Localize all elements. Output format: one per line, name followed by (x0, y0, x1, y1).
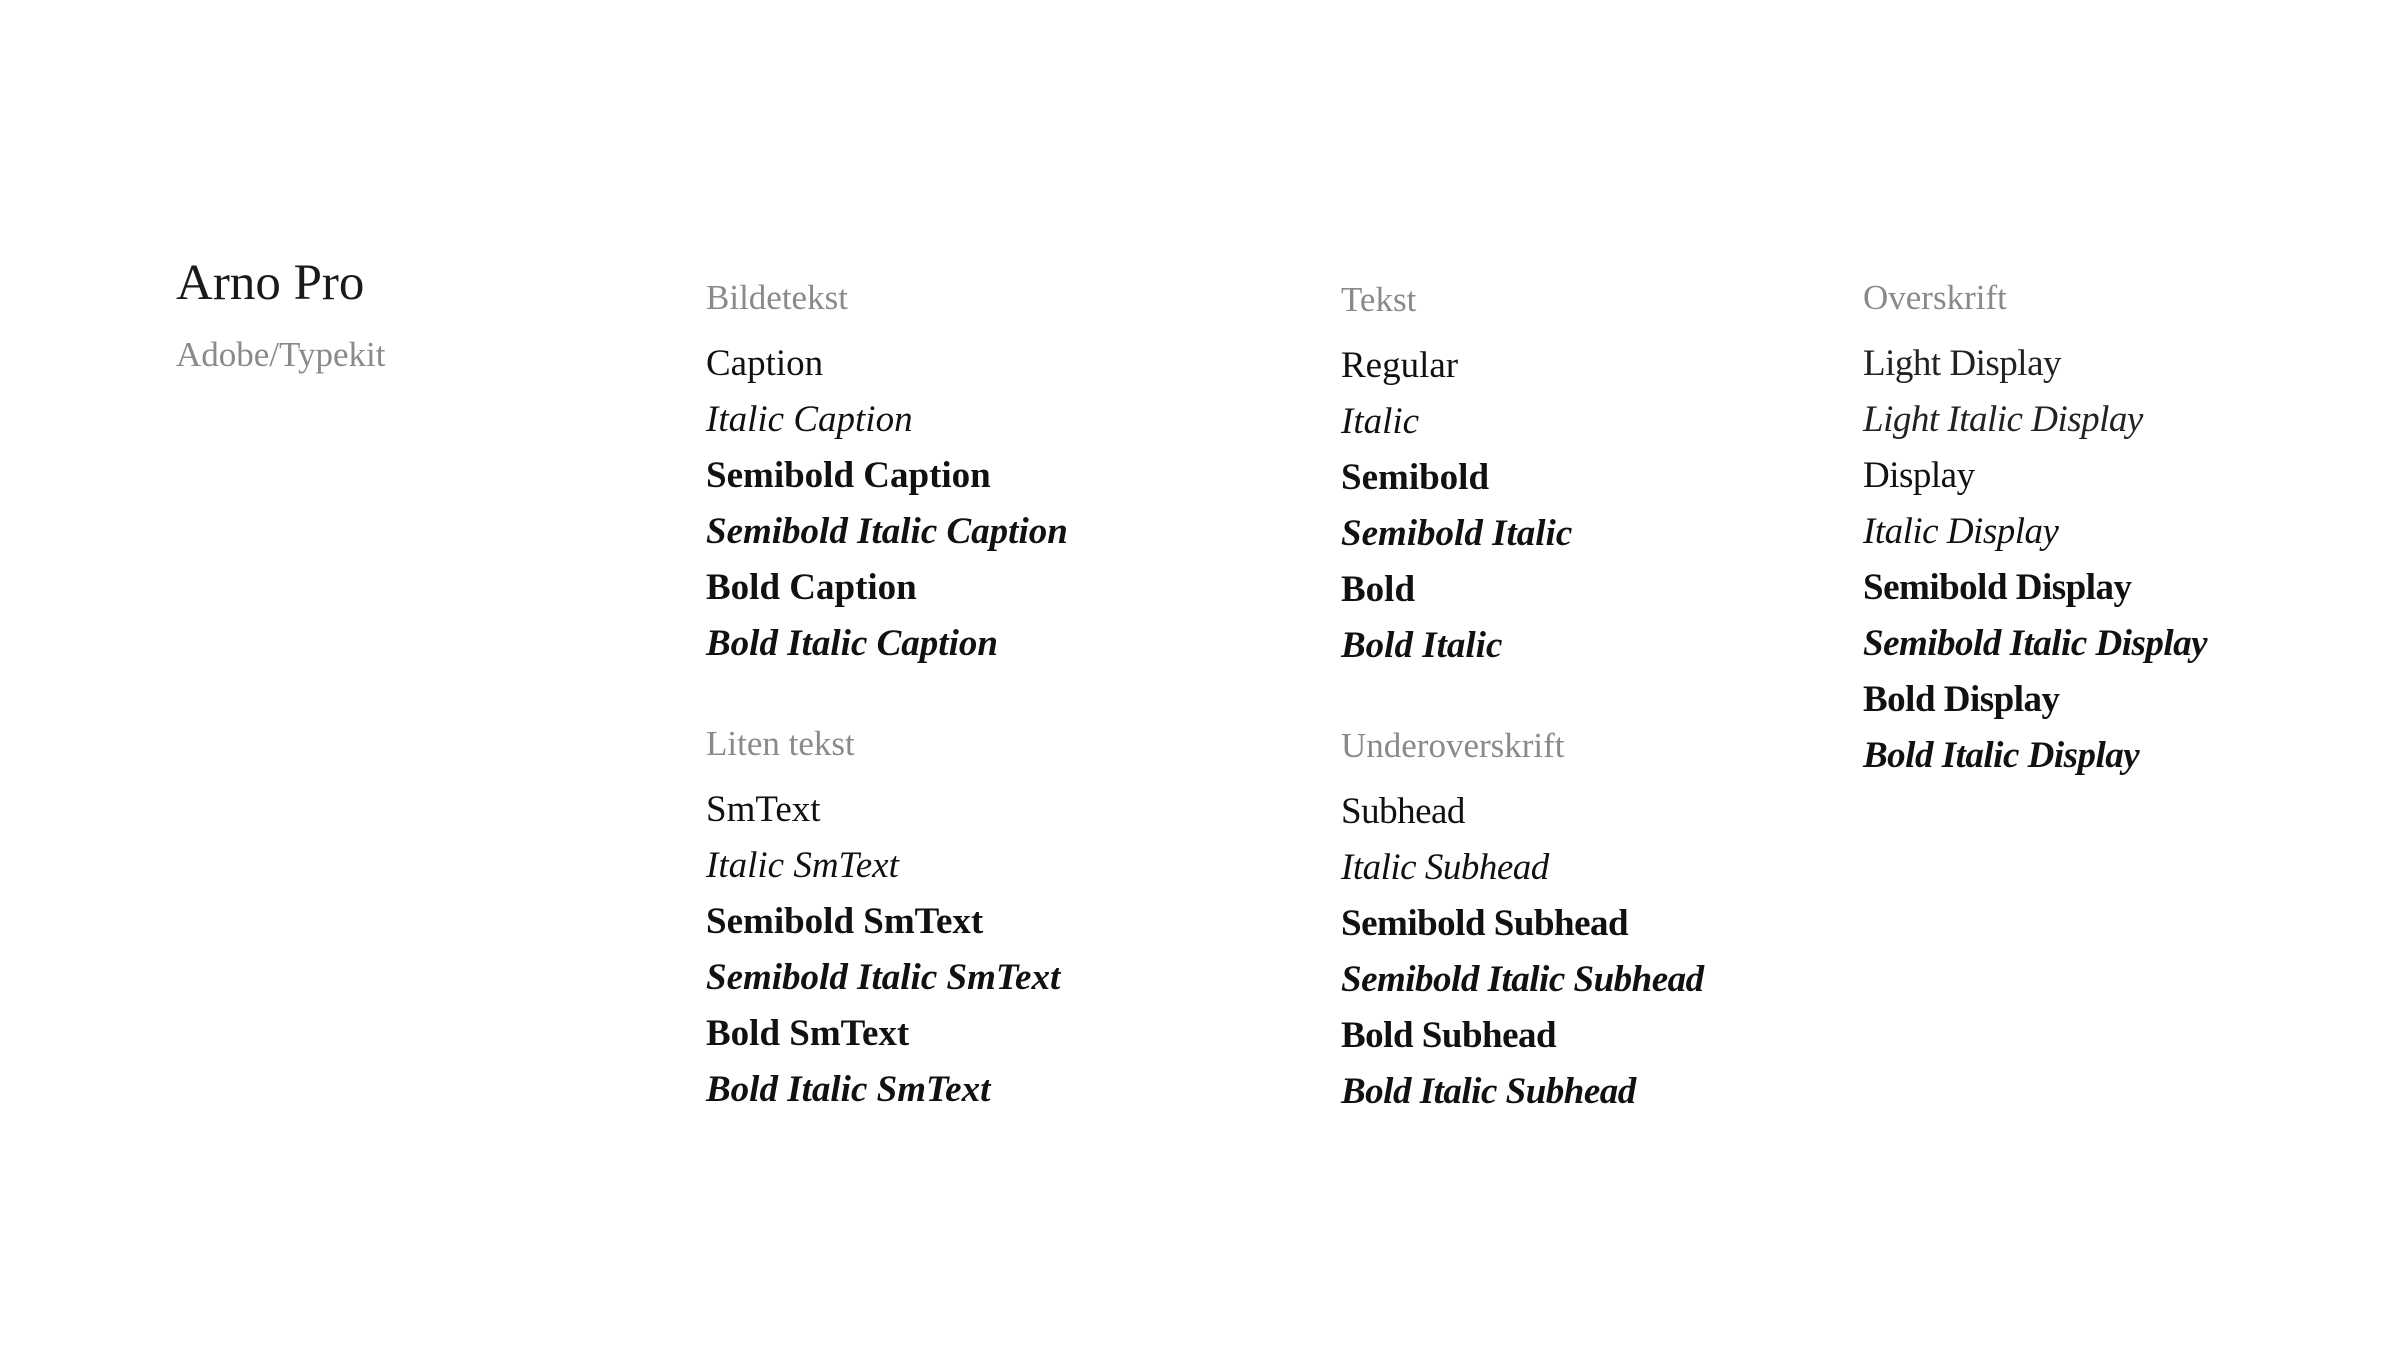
sample-semibold-smtext: Semibold SmText (706, 901, 984, 942)
sample-regular: Regular (1341, 345, 1459, 386)
font-title: Arno Pro (176, 255, 365, 311)
sample-italic-display: Italic Display (1863, 511, 2059, 552)
group-text (1341, 282, 1572, 683)
sample-italic: Italic (1341, 401, 1420, 442)
group-caption (706, 280, 1068, 681)
sample-light-display: Light Display (1863, 343, 2062, 384)
group-display (1863, 280, 2207, 793)
sample-italic-smtext: Italic SmText (706, 845, 899, 886)
sample-bold: Bold (1341, 569, 1416, 610)
group-heading-subhead: Underoverskrift (1341, 726, 1565, 765)
sample-bold-italic: Bold Italic (1341, 625, 1503, 666)
group-smtext (706, 726, 1060, 1127)
sample-light-italic-display: Light Italic Display (1863, 399, 2143, 440)
sample-semibold-caption: Semibold Caption (706, 455, 991, 496)
group-heading-text: Tekst (1341, 280, 1417, 319)
sample-bold-italic-display: Bold Italic Display (1863, 735, 2140, 776)
sample-italic-subhead: Italic Subhead (1341, 847, 1549, 888)
sample-italic-caption: Italic Caption (706, 399, 913, 440)
sample-subhead: Subhead (1341, 791, 1465, 832)
group-heading-caption: Bildetekst (706, 278, 848, 317)
sample-semibold-italic: Semibold Italic (1341, 513, 1573, 554)
sample-bold-subhead: Bold Subhead (1341, 1015, 1557, 1056)
sample-bold-smtext: Bold SmText (706, 1013, 910, 1054)
sample-semibold-italic-caption: Semibold Italic Caption (706, 511, 1068, 552)
sample-bold-italic-caption: Bold Italic Caption (706, 623, 998, 664)
sample-bold-italic-subhead: Bold Italic Subhead (1341, 1071, 1636, 1112)
sample-semibold-italic-display: Semibold Italic Display (1863, 623, 2208, 664)
sample-bold-italic-smtext: Bold Italic SmText (706, 1069, 991, 1110)
group-heading-smtext: Liten tekst (706, 724, 855, 763)
sample-semibold-subhead: Semibold Subhead (1341, 903, 1629, 944)
sample-semibold-italic-smtext: Semibold Italic SmText (706, 957, 1061, 998)
group-heading-display: Overskrift (1863, 278, 2007, 317)
sample-semibold-italic-subhead: Semibold Italic Subhead (1341, 959, 1704, 1000)
sample-bold-caption: Bold Caption (706, 567, 917, 608)
font-source: Adobe/Typekit (176, 335, 386, 374)
sample-display: Display (1863, 455, 1975, 496)
sample-semibold: Semibold (1341, 457, 1490, 498)
group-subhead (1341, 728, 1704, 1129)
sample-bold-display: Bold Display (1863, 679, 2060, 720)
sample-smtext: SmText (706, 789, 821, 830)
sample-semibold-display: Semibold Display (1863, 567, 2132, 608)
sample-caption: Caption (706, 343, 824, 384)
